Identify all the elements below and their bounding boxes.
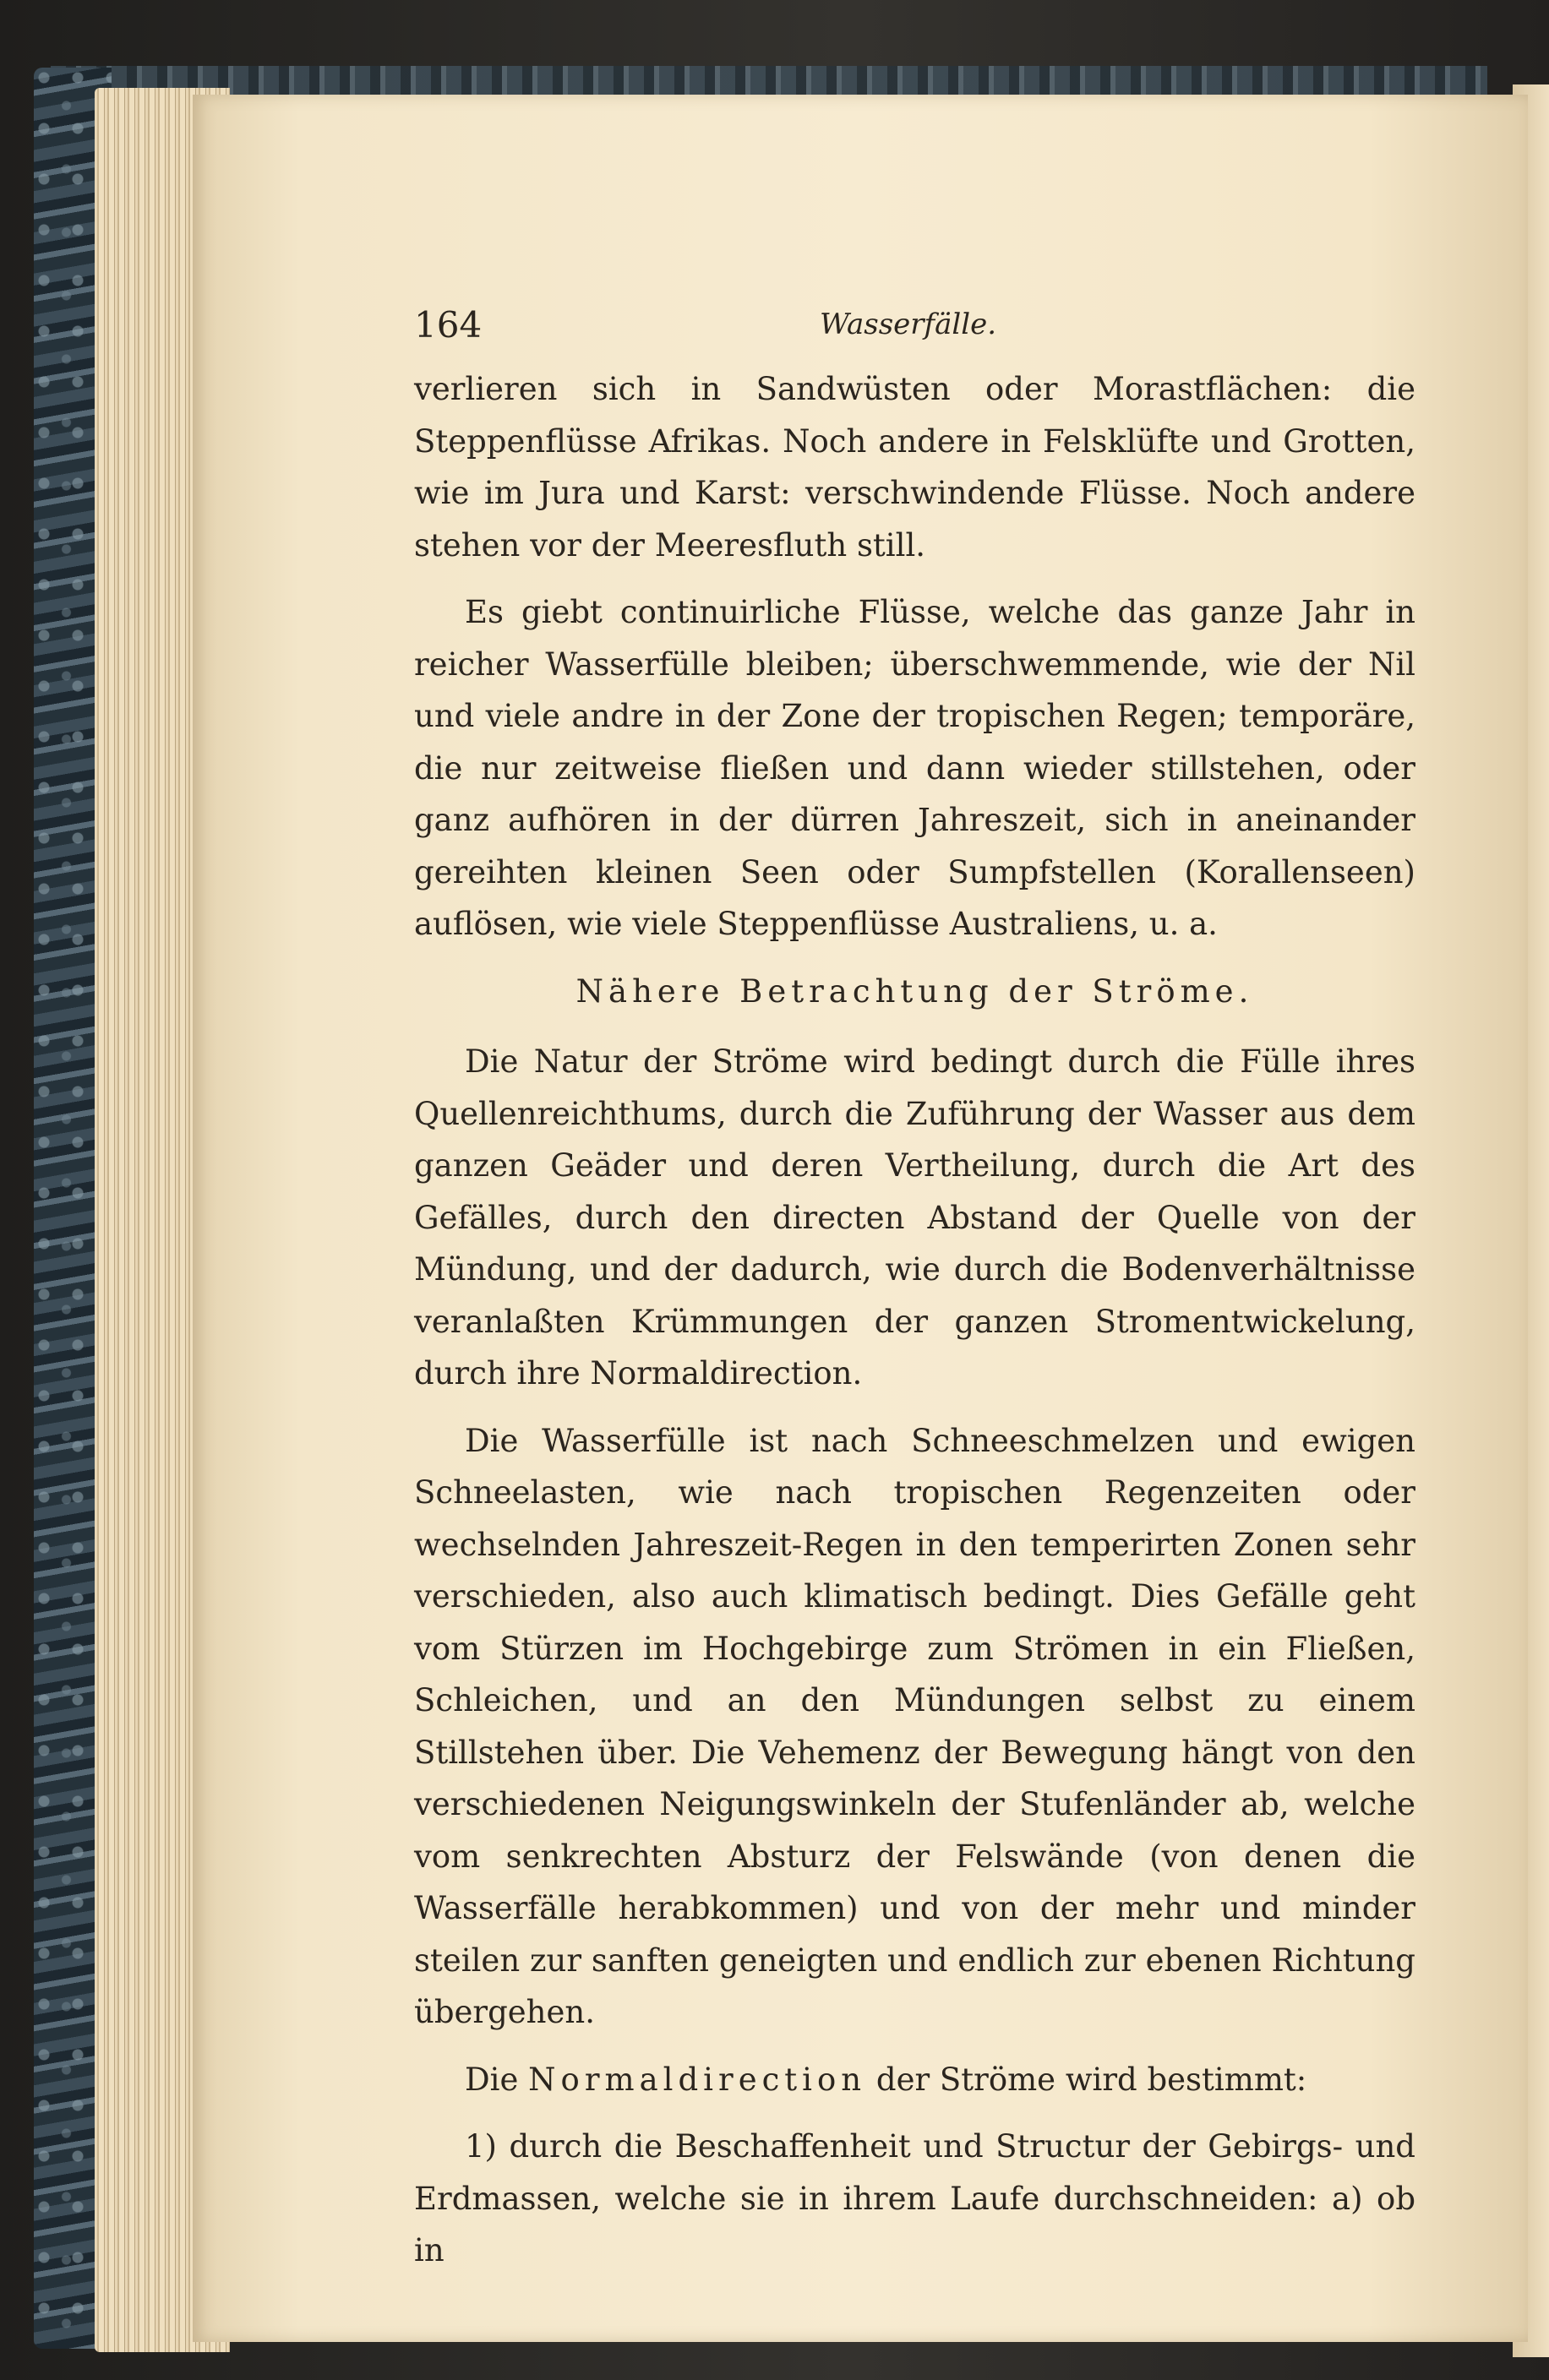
paragraph-5-prefix: Die [465, 2061, 519, 2098]
paragraph-4: Die Wasserfülle ist nach Schneeschmelzen und ewigen Schneelasten, wie nach tropischen Regenzeiten oder wechselnden Jahreszeit-Regen in den temperirten Zonen sehr verschieden, also auch klimatisch bedingt. Dies Gefälle geht vom Stürzen im Hochgebirge zum Strömen in ein Fließen, Schleichen, und an den Mündungen selbst zu einem Stillstehen über. Die Vehemenz der Bewegung hängt von den verschiedenen Neigungswinkeln der Stufenländer ab, welche vom senkrechten Absturz der Felswände (von denen die Wasserfälle herabkommen) und von der mehr und minder steilen zur sanften geneigten und endlich zur ebenen Richtung übergehen. [414, 1422, 1415, 2030]
list-item-1: 1) durch die Beschaffenheit und Structur der Gebirgs- und Erdmassen, welche sie in ihrem Laufe durchschneiden: a) ob in [414, 2128, 1415, 2268]
paragraph-1: verlieren sich in Sandwüsten oder Morastflächen: die Steppenflüsse Afrikas. Noch andere in Felsklüfte und Grotten, wie im Jura und Karst: verschwindende Flüsse. Noch andere stehen vor der Meeresfluth still. [414, 371, 1415, 564]
paragraph-5-suffix: der Ströme wird bestimmt: [875, 2061, 1307, 2098]
section-heading: Nähere Betrachtung der Ströme. [575, 972, 1254, 1010]
page-text [414, 304, 1415, 2277]
paragraph-5 [414, 2054, 1415, 2106]
running-title: Wasserfälle. [820, 308, 997, 341]
paragraph-2: Es giebt continuirliche Flüsse, welche das ganze Jahr in reicher Wasserfülle bleiben; überschwemmende, wie der Nil und viele andre in der Zone der tropischen Regen; temporäre, die nur zeitweise fließen und dann wieder stillstehen, oder ganz aufhören in der dürren Jahreszeit, sich in aneinander gereihten kleinen Seen oder Sumpfstellen (Korallenseen) auflösen, wie viele Steppenflüsse Australiens, u. a. [414, 594, 1415, 942]
marbled-cover-top [51, 66, 1487, 98]
page-number: 164 [414, 304, 483, 346]
paragraph-3: Die Natur der Ströme wird bedingt durch die Fülle ihres Quellenreichthums, durch die Zuführung der Wasser aus dem ganzen Geäder und deren Vertheilung, durch die Art des Gefälles, durch den directen Abstand der Quelle von der Mündung, und der dadurch, wie durch die Bodenverhältnisse veranlaßten Krümmungen der ganzen Stromentwickelung, durch ihre Normaldirection. [414, 1043, 1415, 1392]
page-header [414, 304, 1415, 363]
paragraph-5-spaced-term: Normaldirection [528, 2061, 867, 2098]
